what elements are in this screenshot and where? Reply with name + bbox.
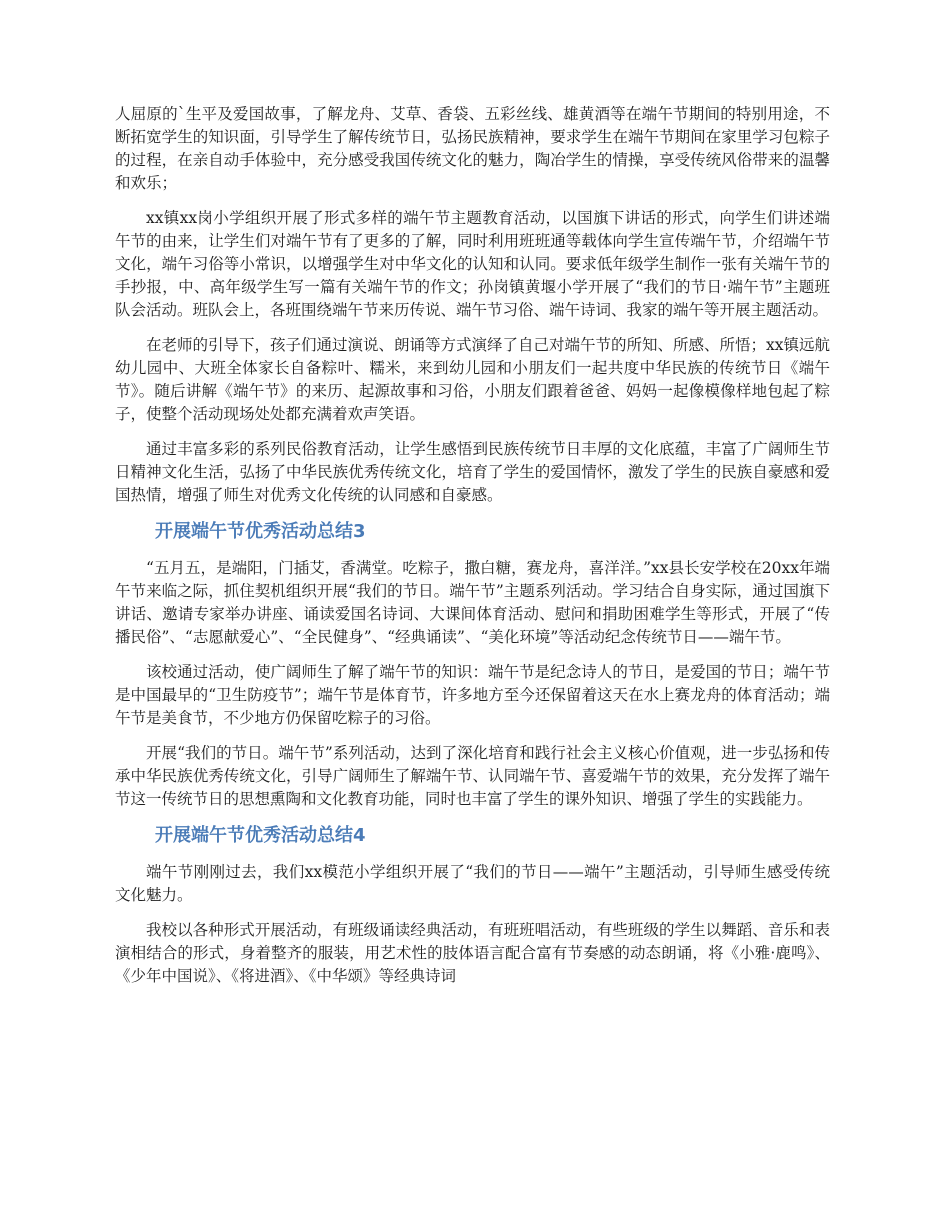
section-heading-4: 开展端午节优秀活动总结4 xyxy=(155,825,366,846)
document-body xyxy=(115,103,830,1000)
paragraph: 开展“我们的节日。端午节”系列活动，达到了深化培育和践行社会主义核心价值观，进一步弘扬和传承中华民族优秀传统文化，引导广阔师生了解端午节、认同端午节、喜爱端午节的效果，充分发挥了端午节这一传统节日的思想熏陶和文化教育功能，同时也丰富了学生的课外知识、增强了学生的实践能力。 xyxy=(115,744,830,808)
paragraph: 通过丰富多彩的系列民俗教育活动，让学生感悟到民族传统节日丰厚的文化底蕴，丰富了广阔师生节日精神文化生活，弘扬了中华民族优秀传统文化，培育了学生的爱国情怀，激发了学生的民族自豪感和爱国热情，增强了师生对优秀文化传统的认同感和自豪感。 xyxy=(115,440,830,504)
paragraph: 端午节刚刚过去，我们xx模范小学组织开展了“我们的节日——端午”主题活动，引导师生感受传统文化魅力。 xyxy=(115,863,830,904)
paragraph: 我校以各种形式开展活动，有班级诵读经典活动，有班班唱活动，有些班级的学生以舞蹈、音乐和表演相结合的形式，身着整齐的服装，用艺术性的肢体语言配合富有节奏感的动态朗诵，将《小雅·鹿鸣》、《少年中国说》、《将进酒》、《中华颂》等经典诗词 xyxy=(115,921,830,985)
section-heading-3: 开展端午节优秀活动总结3 xyxy=(155,521,366,542)
paragraph: 人屈原的`生平及爱国故事，了解龙舟、艾草、香袋、五彩丝线、雄黄酒等在端午节期间的特别用途，不断拓宽学生的知识面，引导学生了解传统节日，弘扬民族精神，要求学生在端午节期间在家里学习包粽子的过程，在亲自动手体验中，充分感受我国传统文化的魅力，陶冶学生的情操，享受传统风俗带来的温馨和欢乐； xyxy=(115,105,830,192)
paragraph: 该校通过活动，使广阔师生了解了端午节的知识：端午节是纪念诗人的节日，是爱国的节日；端午节是中国最早的“卫生防疫节”；端午节是体育节，许多地方至今还保留着这天在水上赛龙舟的体育活动；端午节是美食节，不少地方仍保留吃粽子的习俗。 xyxy=(115,663,830,727)
paragraph: xx镇xx岗小学组织开展了形式多样的端午节主题教育活动，以国旗下讲话的形式，向学生们讲述端午节的由来，让学生们对端午节有了更多的了解，同时利用班班通等载体向学生宣传端午节，介绍端午节文化，端午习俗等小常识，以增强学生对中华文化的认知和认同。要求低年级学生制作一张有关端午节的手抄报，中、高年级学生写一篇有关端午节的作文；孙岗镇黄堰小学开展了“我们的节日·端午节”主题班队会活动。班队会上，各班围绕端午节来历传说、端午节习俗、端午诗词、我家的端午等开展主题活动。 xyxy=(115,209,830,319)
paragraph: “五月五，是端阳，门插艾，香满堂。吃粽子，撒白糖，赛龙舟，喜洋洋。”xx县长安学校在20xx年端午节来临之际，抓住契机组织开展“我们的节日。端午节”主题系列活动。学习结合自身实际，通过国旗下讲话、邀请专家举办讲座、诵读爱国名诗词、大课间体育活动、慰问和捐助困难学生等形式，开展了“传播民俗”、“志愿献爱心”、“全民健身”、“经典诵读”、“美化环境”等活动纪念传统节日——端午节。 xyxy=(115,559,830,646)
paragraph: 在老师的引导下，孩子们通过演说、朗诵等方式演绎了自己对端午节的所知、所感、所悟；xx镇远航幼儿园中、大班全体家长自备粽叶、糯米，来到幼儿园和小朋友们一起共度中华民族的传统节日《端午节》。随后讲解《端午节》的来历、起源故事和习俗，小朋友们跟着爸爸、妈妈一起像模像样地包起了粽子，使整个活动现场处处都充满着欢声笑语。 xyxy=(115,336,830,423)
